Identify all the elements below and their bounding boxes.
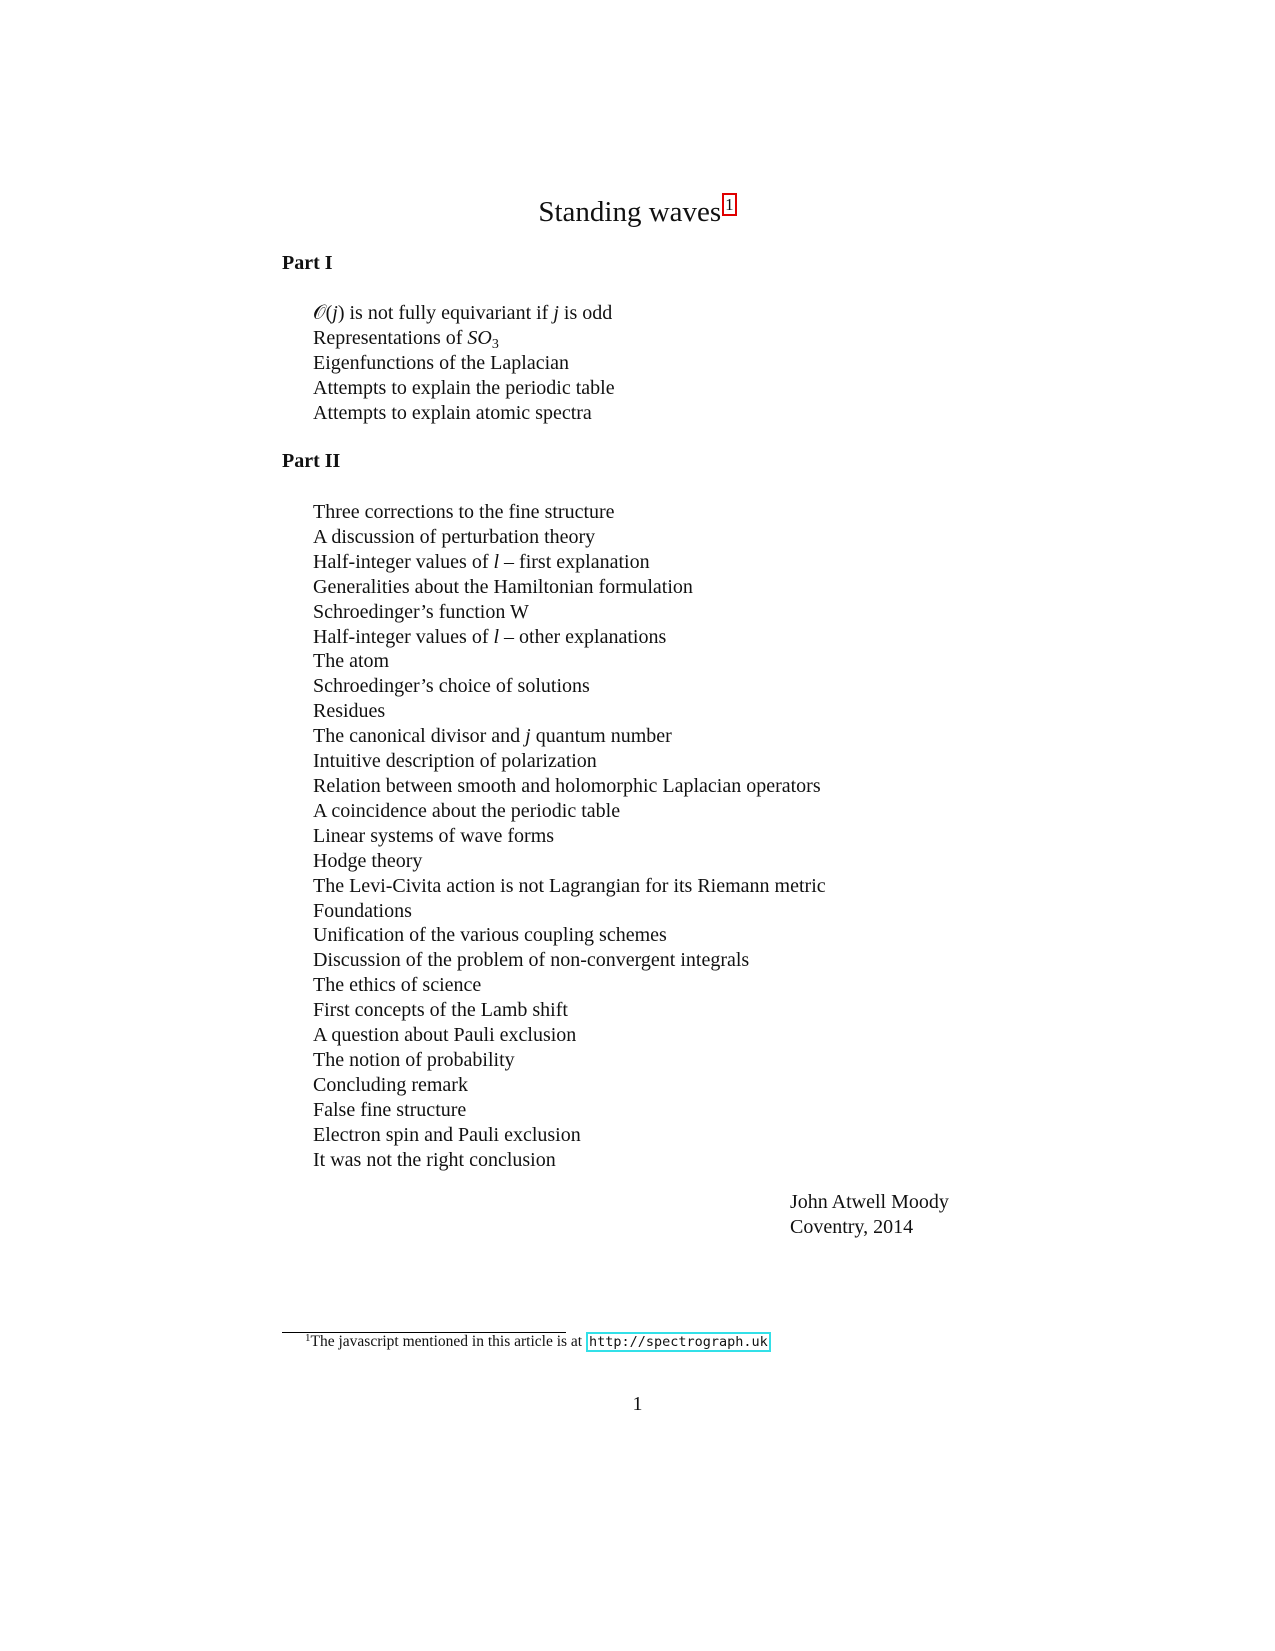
toc-item — [313, 948, 826, 973]
toc-item-text: Half-integer values of — [313, 625, 494, 648]
part-1-list — [313, 301, 615, 426]
toc-item-text: Intuitive description of polarization — [313, 750, 597, 773]
toc-item-text: Three corrections to the fine structure — [313, 501, 615, 523]
toc-item-text: Relation between smooth and holomorphic Laplacian operators — [313, 774, 821, 797]
toc-item — [313, 1023, 826, 1048]
toc-item — [313, 301, 615, 326]
toc-item — [313, 899, 826, 924]
toc-item-text: A coincidence about the periodic table — [313, 799, 621, 822]
toc-item-text: SO — [467, 326, 492, 349]
toc-item-text: Electron spin and Pauli exclusion — [313, 1123, 581, 1146]
toc-item — [313, 600, 826, 625]
toc-item-text: j — [553, 302, 559, 324]
toc-item — [313, 1098, 826, 1123]
toc-item-text: 3 — [491, 336, 499, 352]
toc-item-text: Attempts to explain the periodic table — [313, 376, 615, 399]
toc-item-text: The notion of probability — [313, 1048, 515, 1071]
toc-item — [313, 874, 826, 899]
toc-item-text: A question about Pauli exclusion — [313, 1024, 577, 1047]
toc-item-text: l — [493, 550, 500, 573]
toc-item — [313, 923, 826, 948]
place-date: Coventry, 2014 — [790, 1215, 914, 1238]
part-2-heading: Part II — [282, 450, 341, 472]
toc-item — [313, 973, 826, 998]
toc-item-text: First concepts of the Lamb shift — [313, 999, 568, 1022]
part-1-heading: Part I — [282, 252, 333, 274]
toc-item — [313, 1148, 826, 1173]
toc-item-text: ) is not fully equivariant if — [337, 302, 554, 324]
toc-item-text: 𝒪( — [313, 302, 333, 324]
toc-item-text: Foundations — [313, 899, 412, 922]
toc-item — [313, 1048, 826, 1073]
toc-item-text: The Levi-Civita action is not Lagrangian for its Riemann metric — [313, 874, 826, 897]
toc-item — [313, 849, 826, 874]
toc-item-text: Residues — [313, 700, 386, 723]
toc-item-text: – first explanation — [499, 550, 650, 573]
toc-item-text: quantum number — [530, 725, 672, 748]
toc-item — [313, 998, 826, 1023]
toc-item-text: False fine structure — [313, 1098, 467, 1121]
signature — [790, 1190, 949, 1240]
toc-item — [313, 674, 826, 699]
toc-item — [313, 401, 615, 426]
toc-item — [313, 1123, 826, 1148]
toc-item-text: l — [493, 625, 500, 648]
toc-item-text: – other explanations — [499, 625, 667, 648]
toc-item — [313, 500, 826, 525]
toc-item — [313, 525, 826, 550]
toc-item — [313, 1073, 826, 1098]
toc-item-text: It was not the right conclusion — [313, 1148, 556, 1171]
toc-item — [313, 649, 826, 674]
toc-item-text: A discussion of perturbation theory — [313, 525, 596, 548]
toc-item — [313, 351, 615, 376]
toc-item-text: j — [525, 725, 531, 748]
toc-item — [313, 376, 615, 401]
toc-item-text: The atom — [313, 650, 390, 673]
toc-item-text: Concluding remark — [313, 1073, 468, 1096]
toc-item-text: Representations of — [313, 326, 468, 349]
toc-item — [313, 326, 615, 351]
toc-item-text: Unification of the various coupling schemes — [313, 924, 667, 947]
page-number: 1 — [632, 1393, 643, 1415]
toc-item-text: Schroedinger’s choice of solutions — [313, 675, 590, 698]
author-name: John Atwell Moody — [790, 1191, 949, 1213]
toc-item-text: Half-integer values of — [313, 550, 494, 573]
toc-item-text: Generalities about the Hamiltonian formulation — [313, 575, 693, 598]
toc-item-text: is odd — [558, 302, 613, 324]
toc-item — [313, 824, 826, 849]
toc-item-text: Schroedinger’s function W — [313, 600, 529, 623]
toc-item — [313, 799, 826, 824]
toc-item — [313, 575, 826, 600]
toc-item-text: The ethics of science — [313, 974, 482, 997]
footnote: $^1$The javascript mentioned in this article is at http://spectrograph.uk — [305, 1333, 771, 1351]
toc-item-text: The canonical divisor and — [313, 725, 526, 748]
toc-item-text: Discussion of the problem of non-convergent integrals — [313, 949, 750, 972]
footnote-url-link[interactable]: http://spectrograph.uk — [586, 1332, 771, 1352]
toc-item — [313, 774, 826, 799]
toc-item-text: j — [332, 302, 338, 324]
toc-item — [313, 625, 826, 650]
toc-item-text: Hodge theory — [313, 849, 423, 872]
toc-item — [313, 699, 826, 724]
page-title: Standing waves 1 — [0, 193, 1275, 229]
footnote-link[interactable]: 1 — [722, 193, 737, 216]
toc-item-text: Eigenfunctions of the Laplacian — [313, 351, 570, 374]
toc-item-text: Attempts to explain atomic spectra — [313, 401, 592, 424]
toc-item — [313, 749, 826, 774]
toc-item — [313, 550, 826, 575]
part-2-list — [313, 500, 826, 1172]
toc-item-text: Linear systems of wave forms — [313, 824, 555, 847]
toc-item — [313, 724, 826, 749]
